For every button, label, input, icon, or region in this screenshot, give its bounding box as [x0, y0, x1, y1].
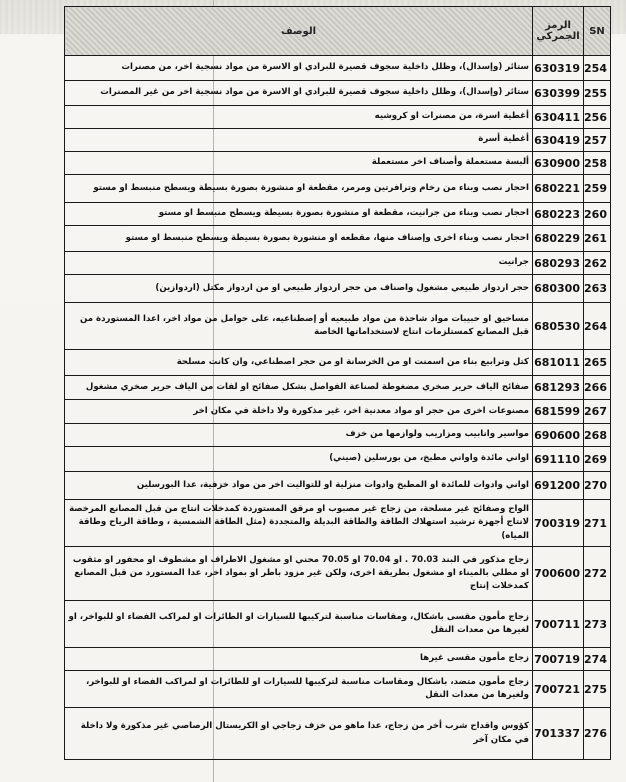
- row-code: 701337: [533, 708, 584, 760]
- row-code: 700721: [533, 671, 584, 708]
- row-code: 680300: [533, 275, 584, 303]
- table-row: [65, 472, 611, 500]
- table-row: [65, 106, 611, 129]
- table-row: [65, 226, 611, 252]
- table-row: [65, 175, 611, 203]
- row-description: احجار نصب وبناء من جرانيت، مقطعة او منشورة بصورة بسيطة ويسطح منبسط او مستو: [65, 203, 533, 226]
- row-description: مواسير وانابيب ومزاريب ولوازمها من خزف: [65, 424, 533, 447]
- row-sn: 266: [584, 376, 611, 400]
- row-code: 680229: [533, 226, 584, 252]
- table-body: [65, 56, 611, 760]
- row-sn: 261: [584, 226, 611, 252]
- row-code: 680293: [533, 252, 584, 275]
- header-sn: SN: [584, 7, 611, 56]
- row-code: 700719: [533, 648, 584, 671]
- row-sn: 260: [584, 203, 611, 226]
- row-code: 700600: [533, 547, 584, 601]
- row-description: اواني وادوات للمائدة او المطبخ وادوات منزلية او للتواليت اخر من مواد خزفية، عدا البورسلين: [65, 472, 533, 500]
- row-sn: 265: [584, 350, 611, 376]
- table-row: [65, 129, 611, 152]
- row-description: زجاج مأمون مقسى غيرها: [65, 648, 533, 671]
- table-row: [65, 252, 611, 275]
- row-sn: 256: [584, 106, 611, 129]
- row-description: احجار نصب وبناء اخرى وإصناف منها، مقطعه او منشورة بصورة بسيطة ويسطح منبسط او مستو: [65, 226, 533, 252]
- row-description: الواح وصفائح غير مسلحة، من زجاج غير مصبوب او مرقق المستوردة كمدخلات انتاج من قبل المصانع المرخصة لانتاج أجهزة ترشيد استهلاك الطاقة والطاقة البديلة والمتجددة (مثل الطاقة الشمسية ، وطاقة الرياح وطاقة المياه): [65, 500, 533, 547]
- table-row: [65, 500, 611, 547]
- table-row: [65, 601, 611, 648]
- row-description: كؤوس واقداح شرب أخر من زجاج، عدا ماهو من خزف زجاجي او الكريستال الرصاصي غير مذكورة ولا داخلة في مكان آخر: [65, 708, 533, 760]
- row-sn: 273: [584, 601, 611, 648]
- row-sn: 257: [584, 129, 611, 152]
- row-description: كتل وترابيع بناء من اسمنت او من الخرسانة او من حجر اصطناعي، وان كانت مسلحة: [65, 350, 533, 376]
- row-code: 630411: [533, 106, 584, 129]
- row-code: 681599: [533, 400, 584, 424]
- row-description: زجاج مأمون متضد، باشكال ومقاسات مناسبة لتركيبها للسيارات او للطائرات او لمراكب الفضاء او للبواخر، ولغيرها من معدات النقل: [65, 671, 533, 708]
- table-row: [65, 350, 611, 376]
- row-code: 680530: [533, 303, 584, 350]
- row-sn: 259: [584, 175, 611, 203]
- table-row: [65, 203, 611, 226]
- row-description: ستائر (وإسدال)، وظلل داخلية سجوف قصيرة للبرادي او الاسرة من مواد نسجية اخر من غير المصنرات: [65, 81, 533, 106]
- table-row: [65, 424, 611, 447]
- row-code: 630319: [533, 56, 584, 81]
- row-code: 700319: [533, 500, 584, 547]
- row-sn: 267: [584, 400, 611, 424]
- row-sn: 276: [584, 708, 611, 760]
- row-code: 681293: [533, 376, 584, 400]
- row-code: 630900: [533, 152, 584, 175]
- row-sn: 262: [584, 252, 611, 275]
- row-sn: 268: [584, 424, 611, 447]
- header-code: الرمز الجمركي: [533, 7, 584, 56]
- row-sn: 263: [584, 275, 611, 303]
- table-row: [65, 275, 611, 303]
- row-sn: 269: [584, 447, 611, 472]
- table-row: [65, 648, 611, 671]
- row-sn: 272: [584, 547, 611, 601]
- row-description: أغطية أسرة: [65, 129, 533, 152]
- row-sn: 274: [584, 648, 611, 671]
- table-row: [65, 547, 611, 601]
- row-sn: 255: [584, 81, 611, 106]
- row-description: زجاج مذكور في البند 70.03 . او 70.04 او 70.05 محني او مشغول الاطراف او مشطوف او محفور او مثقوب او مطلي بالميناء او مشغول بطريقة اخرى، ولكن غير مزود باطر او بمواد اخر، عدا المستورد من قبل المصانع كمدخلات إنتاج: [65, 547, 533, 601]
- table-row: [65, 56, 611, 81]
- table-row: [65, 708, 611, 760]
- row-sn: 258: [584, 152, 611, 175]
- row-code: 691110: [533, 447, 584, 472]
- row-description: ستائر (وإسدال)، وظلل داخلية سجوف قصيرة للبرادي او الاسرة من مواد نسجية اخر، من مصنرات: [65, 56, 533, 81]
- row-description: مصنوعات اخرى من حجر او مواد معدنية اخر، غير مذكورة ولا داخلة في مكان اخر: [65, 400, 533, 424]
- row-description: ألبسة مستعملة وأصناف اخر مستعملة: [65, 152, 533, 175]
- row-description: جرانيت: [65, 252, 533, 275]
- row-code: 680223: [533, 203, 584, 226]
- row-code: 630399: [533, 81, 584, 106]
- row-description: زجاج مأمون مقسى باشكال، ومقاسات مناسبة لتركيبها للسيارات او الطائرات او لمراكب الفضاء او للبواخر، او لغيرها من معدات النقل: [65, 601, 533, 648]
- table-header-row: [65, 7, 611, 56]
- row-description: مساحيق او حبيبات مواد شاحذة من مواد طبيعيه أو إصطناعيه، على حوامل من مواد اخر، اعدا المستوردة من قبل المصانع كمستلزمات انتاج لاستخداماتها الخاصة: [65, 303, 533, 350]
- row-description: اواني مائدة واواني مطبخ، من بورسلين (صيني): [65, 447, 533, 472]
- table-row: [65, 376, 611, 400]
- row-sn: 275: [584, 671, 611, 708]
- row-description: أغطية اسرة، من مصنرات او كروشيه: [65, 106, 533, 129]
- row-code: 680221: [533, 175, 584, 203]
- table-row: [65, 81, 611, 106]
- row-code: 690600: [533, 424, 584, 447]
- customs-table: [64, 6, 611, 760]
- table-row: [65, 303, 611, 350]
- row-sn: 254: [584, 56, 611, 81]
- row-code: 681011: [533, 350, 584, 376]
- table-row: [65, 447, 611, 472]
- row-description: صفائح الياف حرير صخري مضغوطة لصناعة الفواصل بشكل صفائح او لفات من الياف حرير صخري مشغول: [65, 376, 533, 400]
- row-code: 700711: [533, 601, 584, 648]
- row-description: احجار نصب وبناء من رخام وترافرتين ومرمر، مقطعة او منشورة بصورة بسيطة ويسطح منبسط او مستو: [65, 175, 533, 203]
- table-row: [65, 400, 611, 424]
- row-sn: 270: [584, 472, 611, 500]
- row-code: 691200: [533, 472, 584, 500]
- table-row: [65, 671, 611, 708]
- row-sn: 271: [584, 500, 611, 547]
- row-sn: 264: [584, 303, 611, 350]
- table-row: [65, 152, 611, 175]
- row-code: 630419: [533, 129, 584, 152]
- header-description: الوصف: [65, 7, 533, 56]
- row-description: حجر اردواز طبيعي مشغول واصناف من حجر اردواز طبيعي او من اردواز مكتل (اردوازين): [65, 275, 533, 303]
